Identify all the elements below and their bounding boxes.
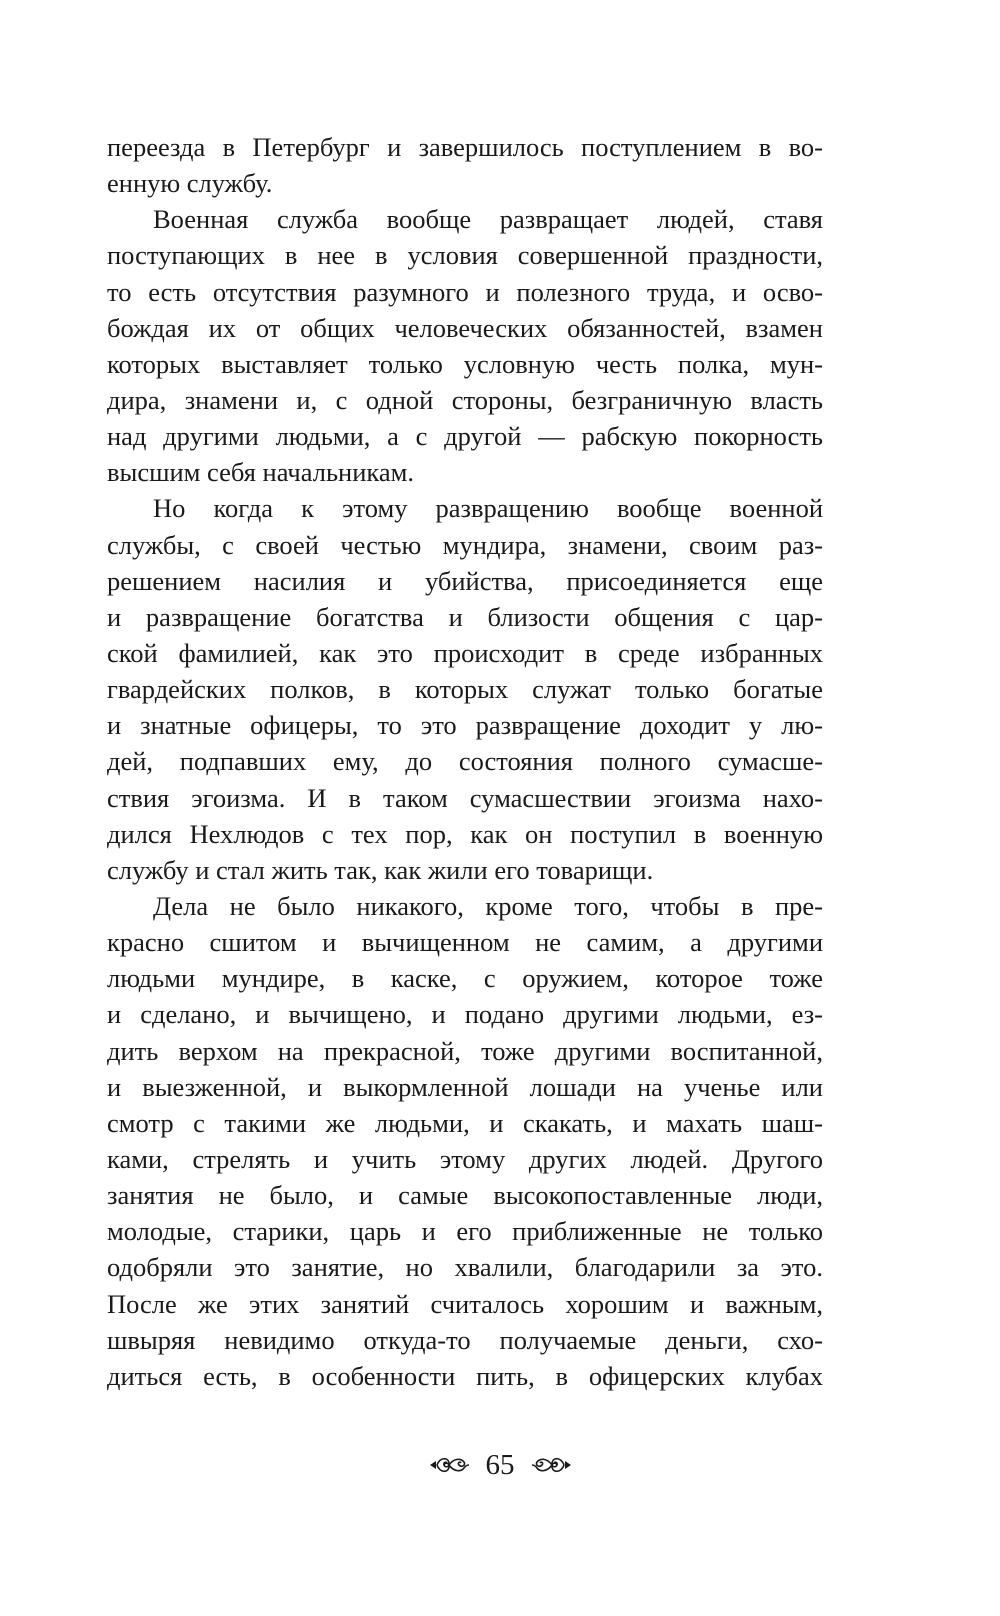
- text-line: службу и стал жить так, как жили его товарищи.: [107, 854, 654, 885]
- right-ornament-icon: [531, 1452, 573, 1478]
- text-line: и выезженной, и выкормленной лошади на ученье или: [107, 1071, 823, 1102]
- text-line: Военная служба вообще развращает людей, ставя: [153, 204, 823, 235]
- text-line: службы, с своей честью мундира, знамени, своим раз-: [107, 529, 823, 560]
- text-line: дить верхом на прекрасной, тоже другими воспитанной,: [107, 1035, 823, 1066]
- text-line: ками, стрелять и учить этому других людей. Другого: [107, 1143, 823, 1174]
- text-line: над другими людьми, а с другой — рабскую покорность: [107, 421, 823, 452]
- text-line: бождая их от общих человеческих обязанностей, взамен: [107, 312, 823, 343]
- text-line: швыряя невидимо откуда-то получаемые деньги, схо-: [107, 1324, 823, 1355]
- page-footer: [0, 1445, 1000, 1485]
- text-line: красно сшитом и вычищенном не самим, а другими: [107, 927, 823, 958]
- text-line: гвардейских полков, в которых служат только богатые: [107, 674, 823, 705]
- text-line: дира, знамени и, с одной стороны, безграничную власть: [107, 384, 823, 415]
- text-line: диться есть, в особенности пить, в офицерских клубах: [107, 1360, 823, 1391]
- paragraph: [107, 490, 823, 888]
- text-line: то есть отсутствия разумного и полезного труда, и осво-: [107, 276, 823, 307]
- text-line: После же этих занятий считалось хорошим и важным,: [107, 1288, 823, 1319]
- text-line: енную службу.: [107, 168, 273, 199]
- text-line: переезда в Петербург и завершилось поступлением в во-: [107, 132, 823, 162]
- text-line: поступающих в нее в условия совершенной праздности,: [107, 240, 823, 271]
- text-line: смотр с такими же людьми, и скакать, и махать шаш-: [107, 1107, 823, 1138]
- text-line: и развращение богатства и близости общения с цар-: [107, 601, 823, 632]
- text-line: высшим себя начальникам.: [107, 457, 415, 488]
- paragraph: [107, 129, 823, 201]
- text-line: занятия не было, и самые высокопоставленные люди,: [107, 1180, 823, 1211]
- text-line: ствия эгоизма. И в таком сумасшествии эгоизма нахо-: [107, 782, 823, 813]
- text-line: и знатные офицеры, то это развращение доходит у лю-: [107, 710, 823, 741]
- body-text: [107, 129, 823, 1394]
- text-line: решением насилия и убийства, присоединяется еще: [107, 565, 823, 596]
- paragraph: [107, 201, 823, 490]
- text-line: Но когда к этому развращению вообще военной: [153, 493, 823, 524]
- text-line: молодые, старики, царь и его приближенные не только: [107, 1216, 823, 1247]
- text-line: людьми мундире, в каске, с оружием, которое тоже: [107, 963, 823, 994]
- page-number: 65: [485, 1449, 515, 1481]
- left-ornament-icon: [428, 1452, 470, 1478]
- text-line: Дела не было никакого, кроме того, чтобы в пре-: [153, 890, 823, 921]
- paragraph: [107, 888, 823, 1394]
- text-line: дился Нехлюдов с тех пор, как он поступил в военную: [107, 818, 823, 849]
- text-line: которых выставляет только условную честь полка, мун-: [107, 348, 823, 379]
- text-line: ской фамилией, как это происходит в среде избранных: [107, 637, 823, 668]
- text-line: одобряли это занятие, но хвалили, благодарили за это.: [107, 1252, 823, 1283]
- text-line: дей, подпавших ему, до состояния полного сумасше-: [107, 746, 823, 777]
- text-line: и сделано, и вычищено, и подано другими людьми, ез-: [107, 999, 823, 1030]
